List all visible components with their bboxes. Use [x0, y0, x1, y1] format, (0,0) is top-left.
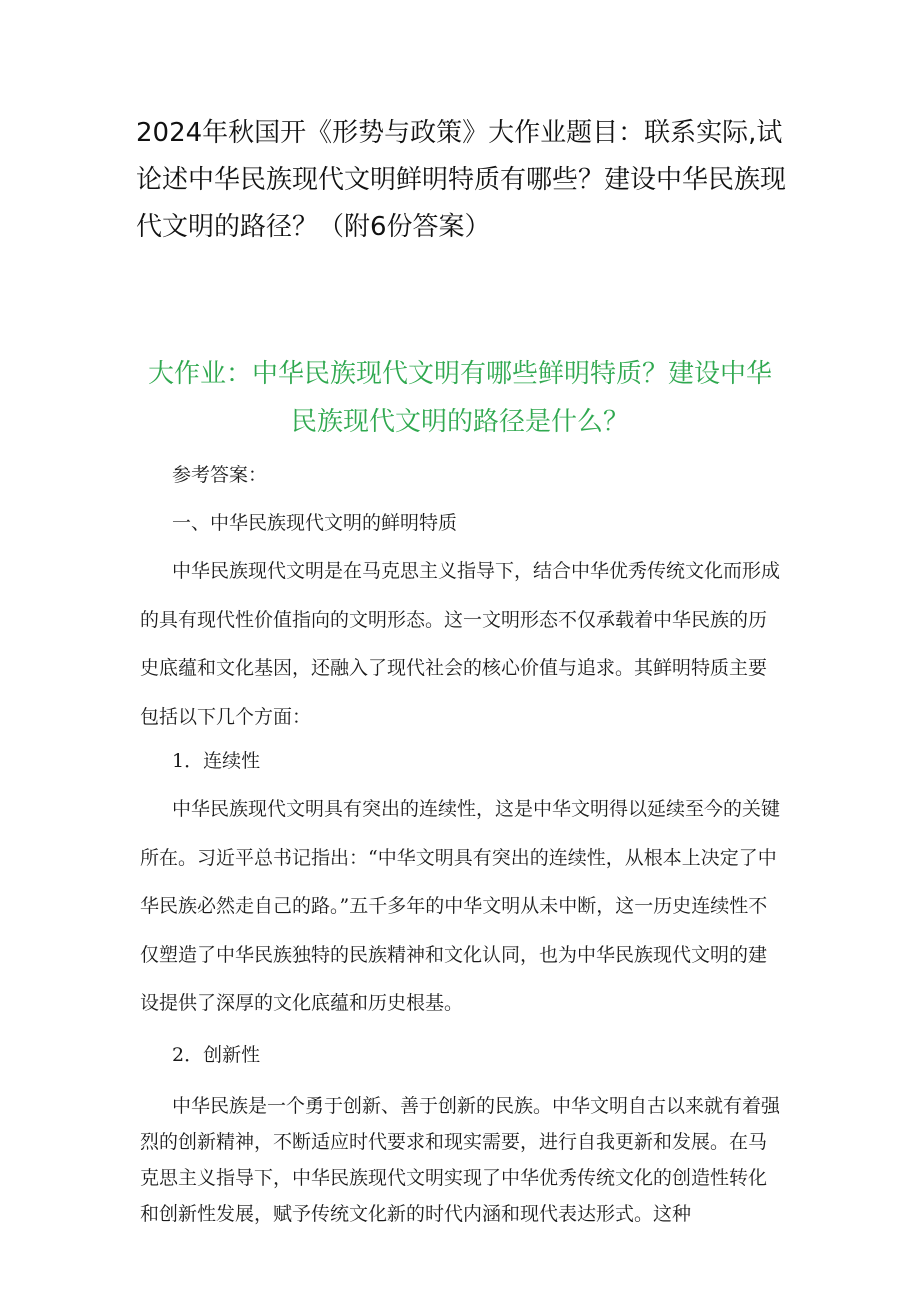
document-title: 2024年秋国开《形势与政策》大作业题目：联系实际,试论述中华民族现代文明鲜明特质有哪些？建设中华民族现代文明的路径？（附6份答案）	[136, 118, 787, 242]
innovation-paragraph: 中华民族是一个勇于创新、善于创新的民族。中华文明自古以来就有着强烈的创新精神，不断适应时代要求和现实需要，进行自我更新和发展。在马克思主义指导下，中华民族现代文明实现了中华优秀传统文化的创造性转化和创新性发展，赋予传统文化新的时代内涵和现代表达形式。这种	[140, 1095, 781, 1225]
continuity-heading-block	[140, 737, 780, 786]
intro-paragraph: 中华民族现代文明是在马克思主义指导下，结合中华优秀传统文化而形成的具有现代性价值指向的文明形态。这一文明形态不仅承载着中华民族的历史底蕴和文化基因，还融入了现代社会的核心价值与追求。其鲜明特质主要包括以下几个方面：	[140, 560, 781, 728]
innovation-paragraph-block	[140, 1088, 780, 1232]
innovation-heading-block	[140, 1031, 780, 1080]
section-heading: 大作业：中华民族现代文明有哪些鲜明特质？建设中华民族现代文明的路径是什么？	[147, 359, 772, 437]
continuity-heading: 1．连续性	[172, 750, 261, 772]
intro-paragraph-block	[140, 547, 780, 741]
answer-label-block	[140, 451, 780, 500]
innovation-heading: 2．创新性	[172, 1044, 261, 1066]
traits-heading-block	[140, 499, 780, 548]
continuity-paragraph-block	[140, 785, 780, 1028]
continuity-paragraph: 中华民族现代文明具有突出的连续性，这是中华文明得以延续至今的关键所在。习近平总书记指出：“中华文明具有突出的连续性，从根本上决定了中华民族必然走自己的路。”五千多年的中华文明从未中断，这一历史连续性不仅塑造了中华民族独特的民族精神和文化认同，也为中华民族现代文明的建设提供了深厚的文化底蕴和历史根基。	[140, 798, 781, 1014]
traits-heading: 一、中华民族现代文明的鲜明特质	[172, 512, 458, 534]
answer-label: 参考答案：	[172, 464, 268, 486]
